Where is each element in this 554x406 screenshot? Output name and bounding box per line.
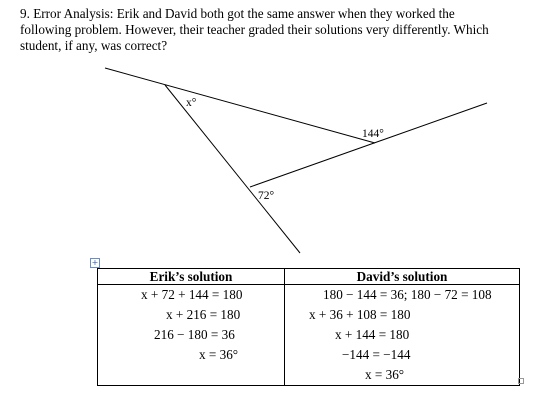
- solutions-table: [97, 268, 520, 386]
- erik-step-3: 216 − 180 = 36: [154, 327, 235, 342]
- question-line-2: following problem. However, their teacher graded their solutions very differently. Which: [20, 22, 489, 37]
- move-table-icon[interactable]: +: [91, 258, 99, 267]
- david-solution-cell: [285, 285, 520, 386]
- table-header-row: [98, 269, 520, 285]
- table-resize-handle[interactable]: [518, 378, 524, 384]
- david-step-1: 180 − 144 = 36; 180 − 72 = 108: [323, 287, 492, 302]
- angle-label-72: 72°: [258, 190, 275, 202]
- erik-step-4: x = 36°: [199, 347, 239, 362]
- david-step-4: −144 = −144: [342, 347, 411, 362]
- erik-header: Erik’s solution: [98, 269, 285, 285]
- david-step-5: x = 36°: [365, 367, 405, 382]
- erik-step-1: x + 72 + 144 = 180: [141, 287, 243, 302]
- question-line-3: student, if any, was correct?: [20, 38, 168, 53]
- line-right: [250, 103, 487, 187]
- david-step-2: x + 36 + 108 = 180: [309, 307, 411, 322]
- erik-solution-cell: [98, 285, 285, 386]
- line-top: [105, 68, 375, 143]
- angle-label-x: x°: [186, 97, 197, 109]
- david-step-3: x + 144 = 180: [335, 327, 410, 342]
- angle-label-144: 144°: [362, 128, 384, 140]
- table-row: [98, 285, 520, 386]
- erik-step-2: x + 216 = 180: [166, 307, 241, 322]
- line-diagonal: [165, 85, 300, 253]
- david-header: David’s solution: [285, 269, 520, 285]
- question-line-1: 9. Error Analysis: Erik and David both got the same answer when they worked the: [20, 6, 455, 21]
